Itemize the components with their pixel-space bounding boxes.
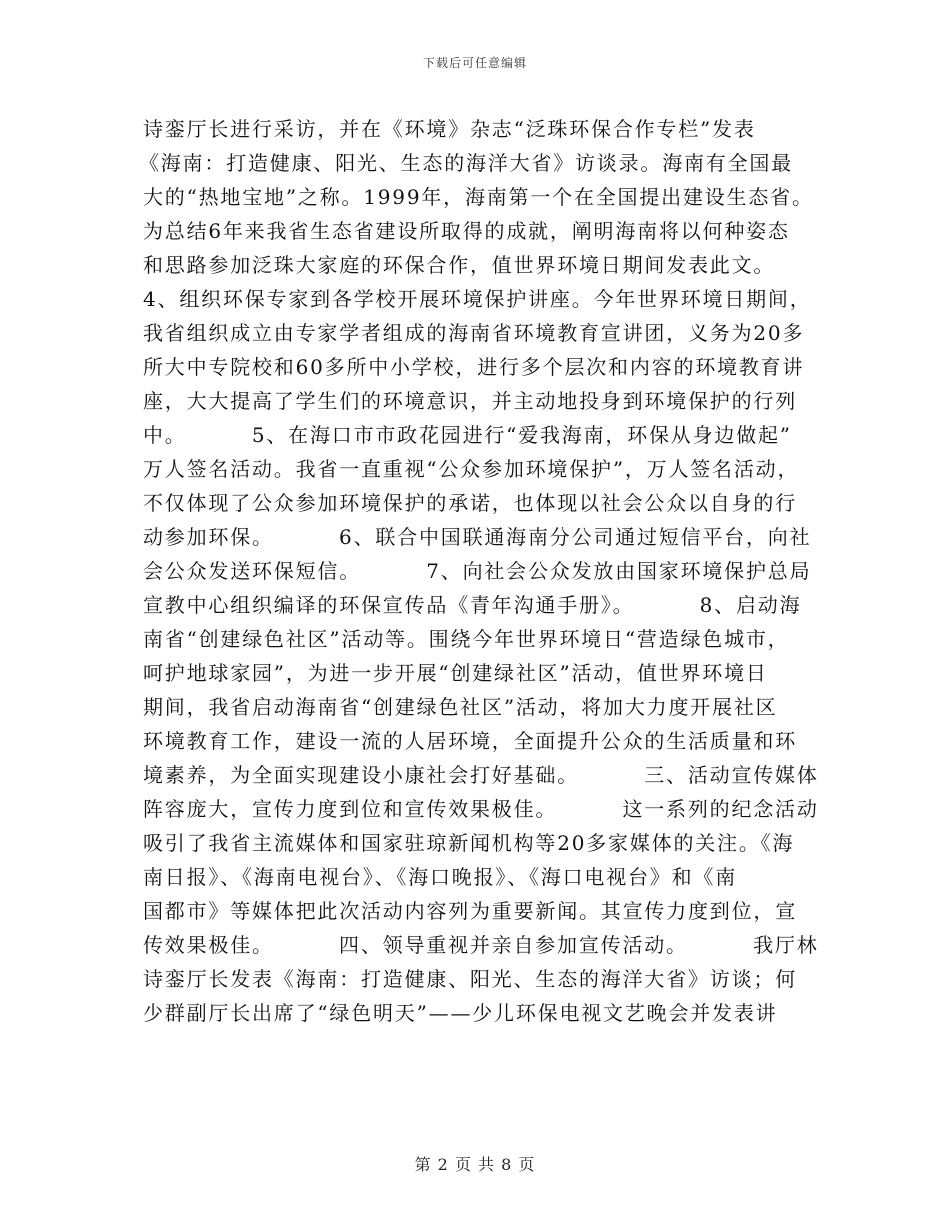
text-line-10: 中。 5、在海口市市政花园进行“爱我海南，环保从身边做起” <box>143 423 792 447</box>
document-body <box>139 112 819 1030</box>
text-line-23: 南日报》、《海南电视台》、《海口晚报》、《海口电视台》和《南 <box>143 865 737 889</box>
text-line-5: 和思路参加泛珠大家庭的环保合作，值世界环境日期间发表此文。 <box>143 253 776 277</box>
text-line-8: 所大中专院校和60多所中小学校，进行多个层次和内容的环境教育讲 <box>143 355 805 379</box>
page-number: 第 2 页 共 8 页 <box>414 1155 536 1174</box>
text-line-17: 呵护地球家园”，为进一步开展“创建绿社区”活动，值世界环境日 <box>143 661 768 685</box>
text-line-2: 《海南：打造健康、阳光、生态的海洋大省》访谈录。海南有全国最 <box>139 151 793 175</box>
text-line-11: 万人签名活动。我省一直重视“公众参加环境保护”，万人签名活动， <box>143 457 800 481</box>
text-line-3: 大的“热地宝地”之称。1999年，海南第一个在全国提出建设生态省。 <box>143 185 814 209</box>
text-line-25: 传效果极佳。 四、领导重视并亲自参加宣传活动。 我厅林 <box>143 933 819 957</box>
text-line-4: 为总结6年来我省生态省建设所取得的成就，阐明海南将以何种姿态 <box>143 219 790 243</box>
text-line-21: 阵容庞大，宣传力度到位和宣传效果极佳。 这一系列的纪念活动 <box>143 797 819 821</box>
text-line-9: 座，大大提高了学生们的环境意识，并主动地投身到环境保护的行列 <box>143 389 797 413</box>
text-line-16: 南省“创建绿色社区”活动等。围绕今年世界环境日“营造绿色城市， <box>143 627 790 651</box>
text-line-19: 环境教育工作，建设一流的人居环境，全面提升公众的生活质量和环 <box>143 729 797 753</box>
text-line-22: 吸引了我省主流媒体和国家驻琼新闻机构等20多家媒体的关注。《海 <box>143 831 795 855</box>
text-line-27: 少群副厅长出席了“绿色明天”——少儿环保电视文艺晚会并发表讲 <box>143 1001 778 1025</box>
text-line-26: 诗銮厅长发表《海南：打造健康、阳光、生态的海洋大省》访谈；何 <box>143 967 797 991</box>
text-line-24: 国都市》等媒体把此次活动内容列为重要新闻。其宣传力度到位，宣 <box>143 899 797 923</box>
text-line-12: 不仅体现了公众参加环境保护的承诺，也体现以社会公众以自身的行 <box>143 491 797 515</box>
text-line-7: 我省组织成立由专家学者组成的海南省环境教育宣讲团，义务为20多 <box>143 321 805 345</box>
text-line-18: 期间，我省启动海南省“创建绿色社区”活动，将加大力度开展社区 <box>143 695 778 719</box>
text-line-15: 宣教中心组织编译的环保宣传品《青年沟通手册》。 8、启动海 <box>143 593 802 617</box>
text-line-1: 诗銮厅长进行采访，并在《环境》杂志“泛珠环保合作专栏”发表 <box>143 117 756 141</box>
text-line-6: 4、组织环保专家到各学校开展环境保护讲座。今年世界环境日期间， <box>143 287 812 311</box>
text-line-14: 会公众发送环保短信。 7、向社会公众发放由国家环境保护总局 <box>143 559 812 583</box>
text-line-20: 境素养，为全面实现建设小康社会打好基础。 三、活动宣传媒体 <box>143 763 819 787</box>
page-header-note: 下载后可任意编辑 <box>422 56 527 70</box>
text-line-13: 动参加环保。 6、联合中国联通海南分公司通过短信平台，向社 <box>143 525 812 549</box>
